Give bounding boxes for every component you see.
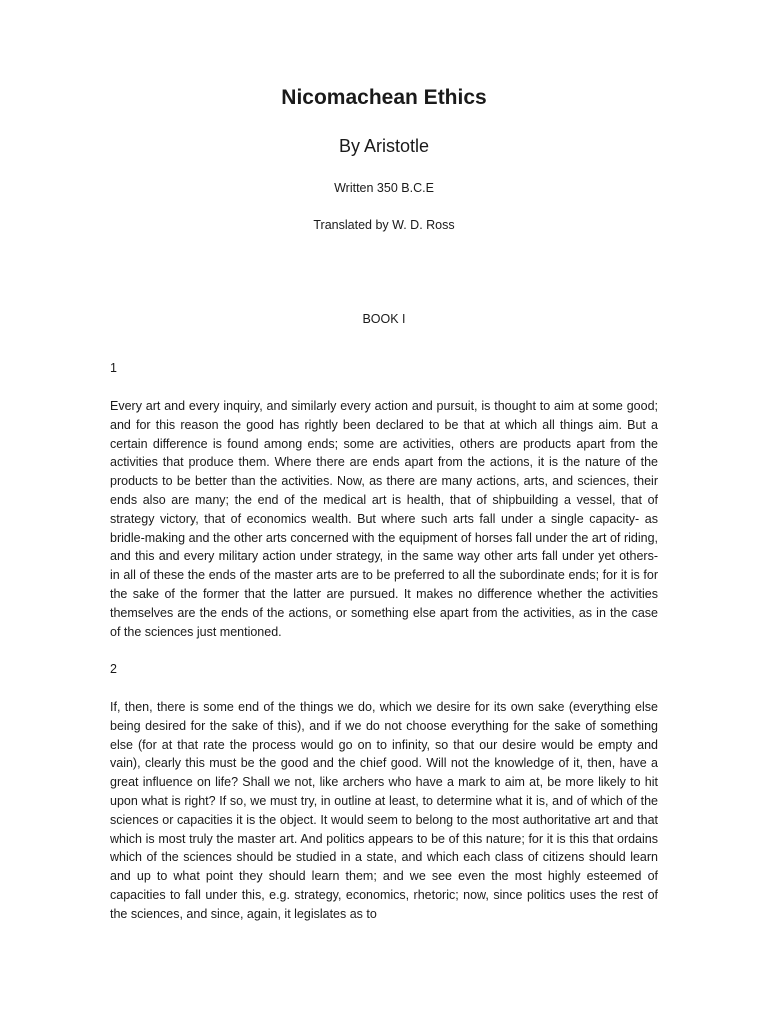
section-number: 2 bbox=[110, 662, 117, 676]
book-heading: BOOK I bbox=[362, 312, 406, 326]
section-paragraph: If, then, there is some end of the things we do, which we desire for its own sake (everything else being desired for the sake of this), and if we do not choose everything for the sake of something else (for at that rate the process would go on to infinity, so that our desire would be empty and vain), clearly this must be the good and the chief good. Will not the knowledge of it, then, have a great influence on life? Shall we not, like archers who have a mark to aim at, be more likely to hit upon what is right? If so, we must try, in outline at least, to determine what it is, and of which of the sciences or capacities it is the object. It would seem to belong to the most authoritative art and that which is most truly the master art. And politics appears to be of this nature; for it is this that ordains which of the sciences should be studied in a state, and which each class of citizens should learn and up to what point they should learn them; and we see even the most highly esteemed of capacities to fall under this, e.g. strategy, economics, rhetoric; now, since politics uses the rest of the sciences, and since, again, it legislates as to bbox=[110, 700, 658, 921]
written-date: Written 350 B.C.E bbox=[334, 181, 434, 195]
document-author: By Aristotle bbox=[338, 136, 430, 156]
section-paragraph: Every art and every inquiry, and similarly every action and pursuit, is thought to aim at some good; and for this reason the good has rightly been declared to be that at which all things aim. But a certain difference is found among ends; some are activities, others are products apart from the activities that produce them. Where there are ends apart from the actions, it is the nature of the products to be better than the activities. Now, as there are many actions, arts, and sciences, their ends also are many; the end of the medical art is health, that of shipbuilding a vessel, that of strategy victory, that of economics wealth. But where such arts fall under a single capacity- as bridle-making and the other arts concerned with the equipment of horses fall under the art of riding, and this and every military action under strategy, in the same way other arts fall under yet others- in all of these the ends of the master arts are to be preferred to all the subordinate ends; for it is for the sake of the former that the latter are pursued. It makes no difference whether the activities themselves are the ends of the actions, or something else apart from the activities, as in the case of the sciences just mentioned. bbox=[110, 399, 658, 639]
document-title: Nicomachean Ethics bbox=[281, 86, 487, 109]
section-number: 1 bbox=[110, 361, 117, 375]
translator-credit: Translated by W. D. Ross bbox=[313, 218, 455, 232]
